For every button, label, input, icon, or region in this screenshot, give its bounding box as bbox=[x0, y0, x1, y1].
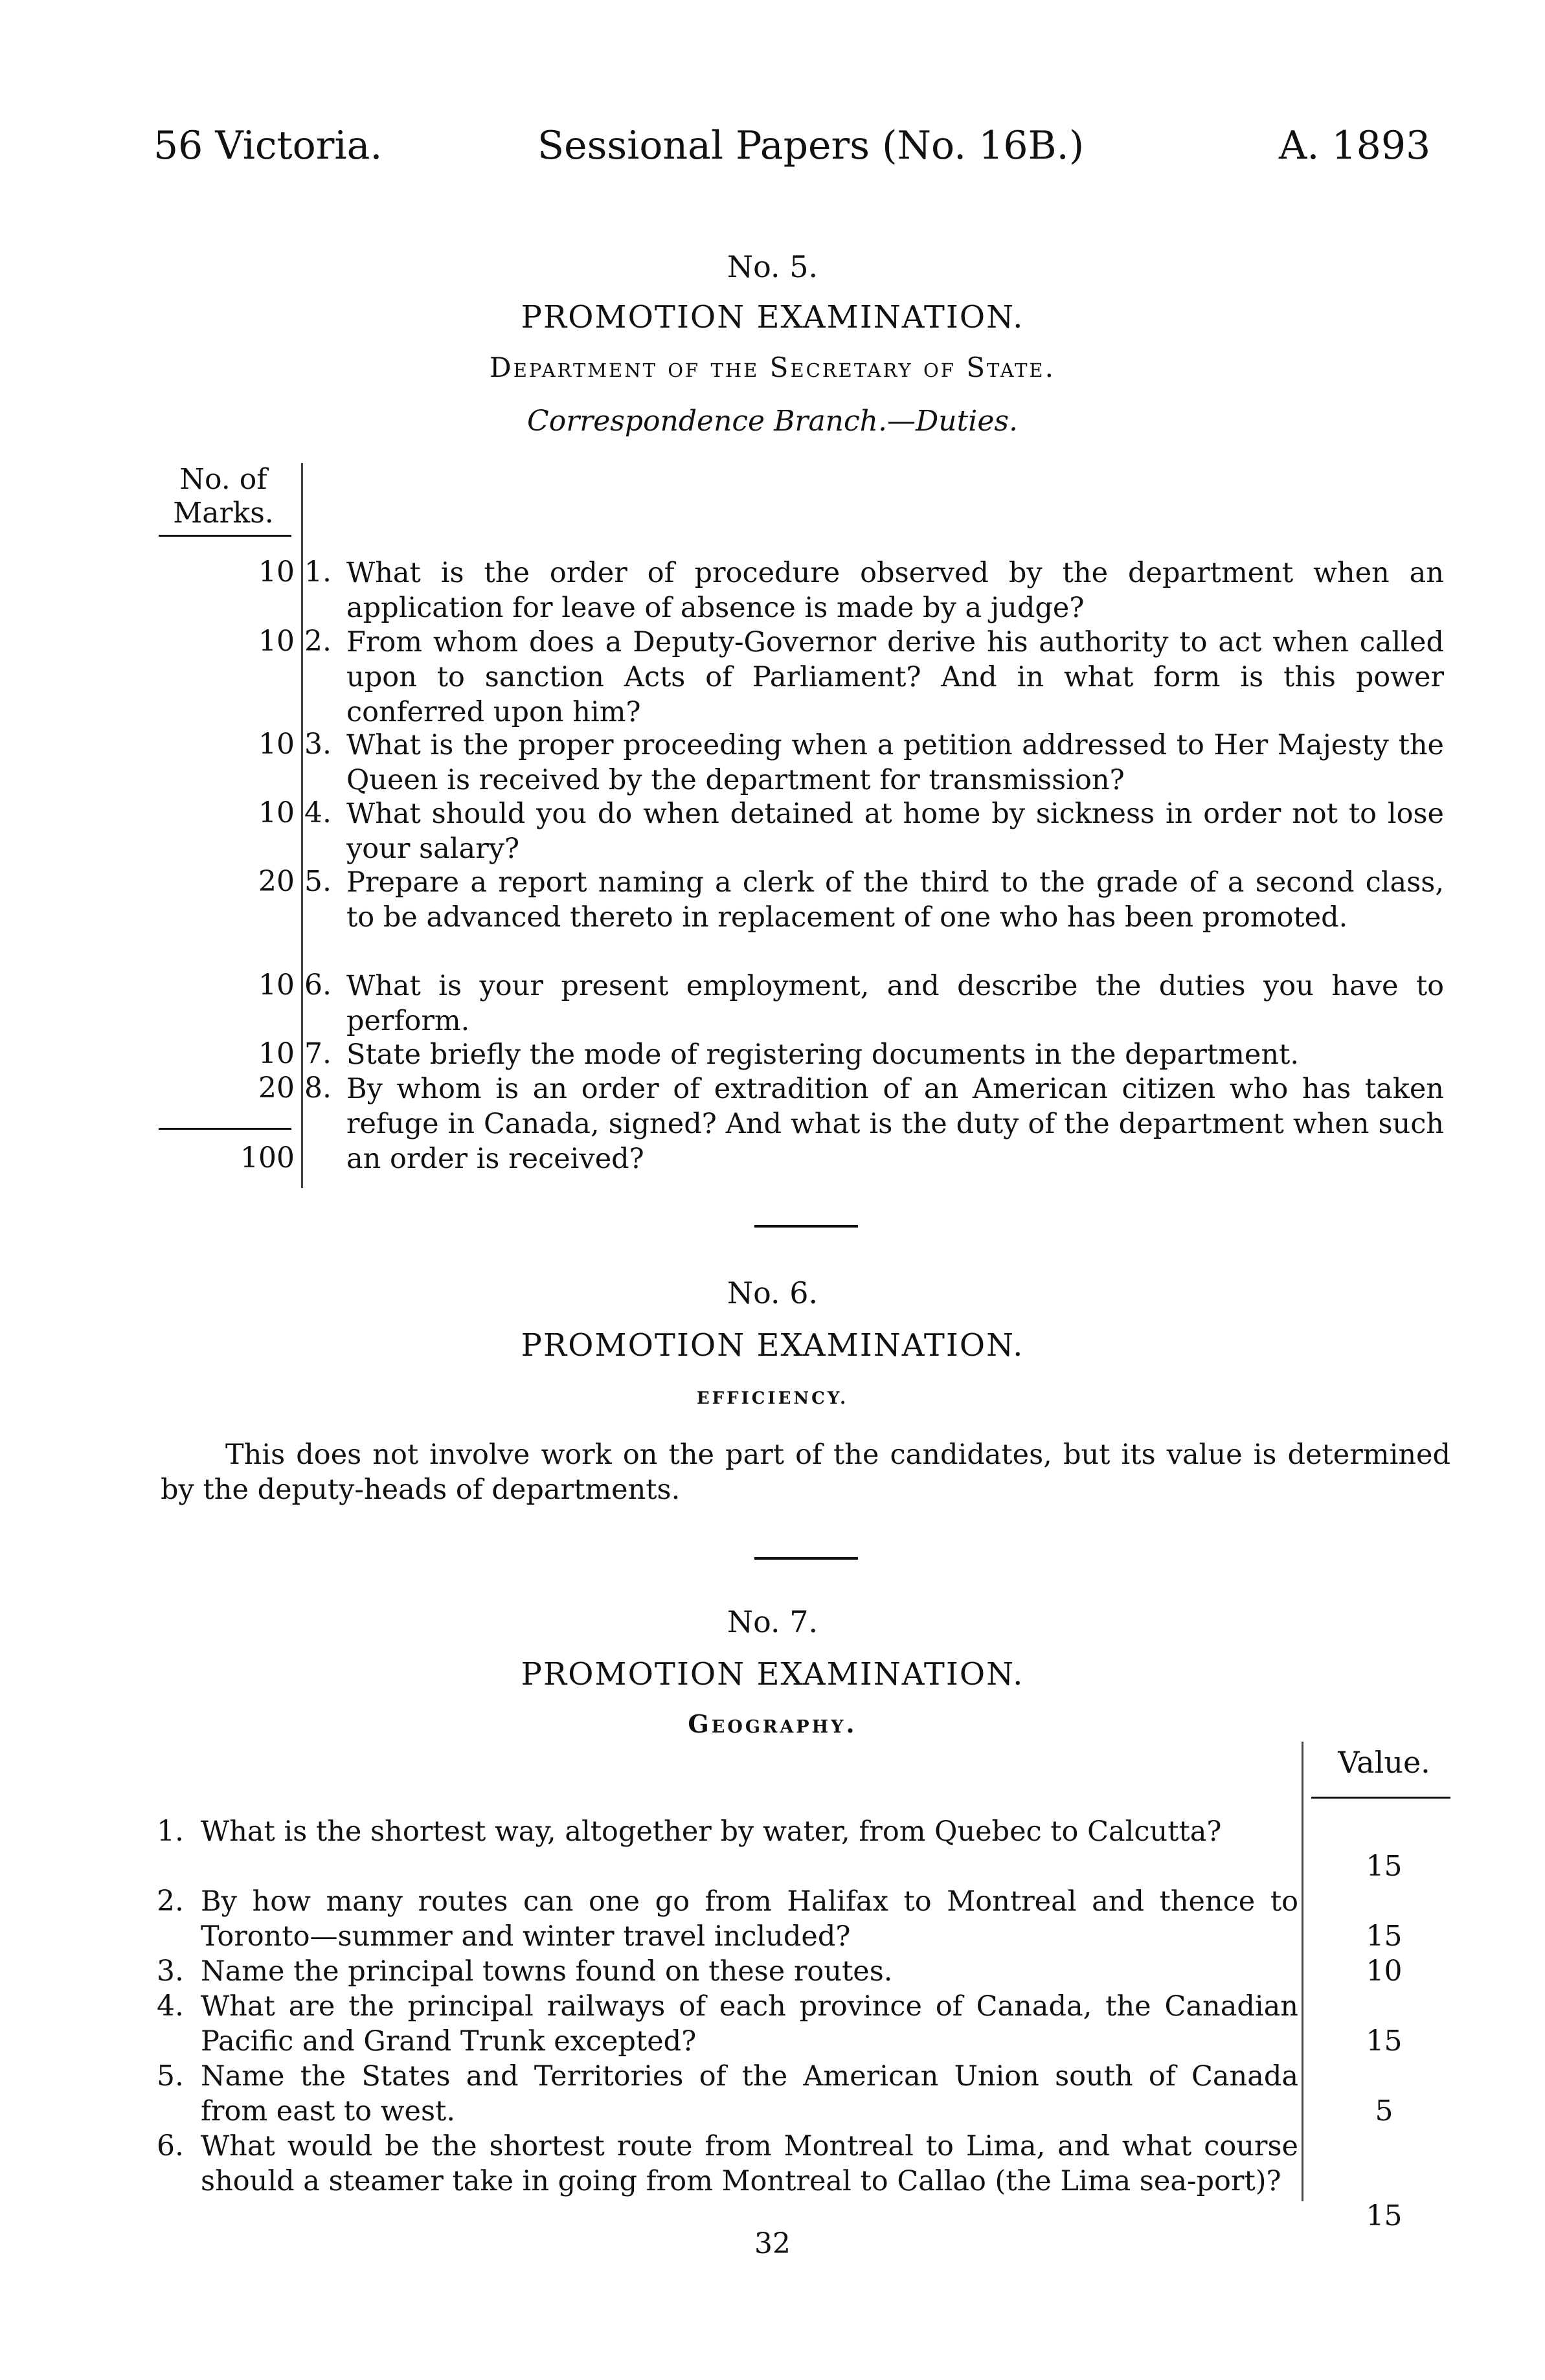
geo-question-value: 15 bbox=[1366, 2025, 1403, 2058]
geo-question-value: 15 bbox=[1366, 1920, 1403, 1953]
exam-6-body: This does not involve work on the part of the candidates, but its value is determined by the deputy-heads of departments. bbox=[161, 1439, 1450, 1506]
geo-question-text: Name the States and Territories of the American Union south of Canada from east to west. bbox=[201, 2060, 1298, 2127]
question-text: What is the order of procedure observed by the department when an application for leave of absence is made by a judge? bbox=[346, 557, 1444, 624]
question-text: Prepare a report naming a clerk of the third to the grade of a second class, to be advanced thereto in replacement of one who has been promoted. bbox=[346, 866, 1444, 934]
exam-7-title: PROMOTION EXAMINATION. bbox=[521, 1656, 1024, 1692]
question-number: 6. bbox=[304, 969, 332, 1002]
geo-question-text: By how many routes can one go from Halifax to Montreal and thence to Toronto—summer and winter travel included? bbox=[201, 1885, 1298, 1953]
question-text: State briefly the mode of registering documents in the department. bbox=[346, 1038, 1299, 1071]
marks-column-divider bbox=[301, 463, 303, 1188]
question-number: 8. bbox=[304, 1072, 332, 1105]
exam-5-title: PROMOTION EXAMINATION. bbox=[521, 299, 1024, 335]
geo-question-text: Name the principal towns found on these routes. bbox=[201, 1955, 893, 1988]
question-number: 7. bbox=[304, 1037, 332, 1070]
header-left: 56 Victoria. bbox=[153, 123, 383, 168]
exam-5-number: No. 5. bbox=[727, 249, 818, 284]
section-divider bbox=[754, 1225, 858, 1228]
exam-6-title: PROMOTION EXAMINATION. bbox=[521, 1327, 1024, 1364]
question-marks: 10 bbox=[258, 728, 295, 761]
question-marks: 10 bbox=[258, 1037, 295, 1070]
exam-6-subtitle: EFFICIENCY. bbox=[696, 1389, 849, 1408]
marks-column-header bbox=[159, 463, 288, 530]
geo-question-number: 1. bbox=[157, 1815, 184, 1848]
geo-question-text: What is the shortest way, altogether by water, from Quebec to Calcutta? bbox=[201, 1815, 1222, 1848]
section-divider bbox=[754, 1557, 858, 1560]
exam-5-department: Department of the Secretary of State. bbox=[490, 352, 1055, 383]
question-text: By whom is an order of extradition of an American citizen who has taken refuge in Canada, signed? And what is the duty of the department when such an order is received? bbox=[346, 1073, 1444, 1175]
header-center: Sessional Papers (No. 16B.) bbox=[537, 123, 1085, 168]
question-number: 1. bbox=[304, 556, 332, 589]
total-marks: 100 bbox=[240, 1141, 295, 1174]
marks-header-line1: No. of bbox=[179, 463, 267, 496]
exam-7-number: No. 7. bbox=[727, 1604, 818, 1639]
geo-question-value: 10 bbox=[1366, 1955, 1403, 1988]
question-text: What is the proper proceeding when a petition addressed to Her Majesty the Queen is received by the department for transmission? bbox=[346, 729, 1444, 796]
page-number: 32 bbox=[754, 2227, 791, 2260]
exam-5-subtitle: Correspondence Branch.—Duties. bbox=[527, 405, 1018, 438]
question-number: 4. bbox=[304, 796, 332, 829]
geo-question-number: 6. bbox=[157, 2129, 184, 2162]
marks-header-rule bbox=[159, 535, 291, 537]
total-rule bbox=[159, 1128, 291, 1130]
geo-question-text: What are the principal railways of each province of Canada, the Canadian Pacific and Grand Trunk excepted? bbox=[201, 1990, 1298, 2058]
exam-6-number: No. 6. bbox=[727, 1275, 818, 1310]
question-number: 5. bbox=[304, 865, 332, 898]
geo-question-value: 15 bbox=[1366, 1850, 1403, 1883]
question-marks: 10 bbox=[258, 556, 295, 589]
value-header-rule bbox=[1311, 1797, 1450, 1799]
geo-question-number: 4. bbox=[157, 1990, 184, 2023]
marks-header-line2: Marks. bbox=[173, 497, 274, 530]
geo-question-text: What would be the shortest route from Montreal to Lima, and what course should a steamer take in going from Montreal to Callao (the Lima sea-port)? bbox=[201, 2130, 1298, 2197]
question-text: What is your present employment, and describe the duties you have to perform. bbox=[346, 970, 1444, 1037]
question-marks: 10 bbox=[258, 796, 295, 829]
question-text: What should you do when detained at home by sickness in order not to lose your salary? bbox=[346, 798, 1444, 865]
question-marks: 10 bbox=[258, 969, 295, 1002]
question-text: From whom does a Deputy-Governor derive his authority to act when called upon to sanction Acts of Parliament? And in what form is this power conferred upon him? bbox=[346, 626, 1444, 728]
geo-question-number: 3. bbox=[157, 1955, 184, 1988]
geo-question-number: 5. bbox=[157, 2060, 184, 2093]
question-marks: 20 bbox=[258, 865, 295, 898]
question-number: 3. bbox=[304, 728, 332, 761]
value-column-divider bbox=[1302, 1742, 1303, 2201]
header-right: A. 1893 bbox=[1279, 123, 1431, 168]
geo-question-value: 5 bbox=[1375, 2094, 1393, 2127]
question-marks: 10 bbox=[258, 625, 295, 658]
exam-7-subtitle: Geography. bbox=[688, 1709, 857, 1738]
question-number: 2. bbox=[304, 625, 332, 658]
geo-question-number: 2. bbox=[157, 1885, 184, 1918]
geo-question-value: 15 bbox=[1366, 2199, 1403, 2232]
question-marks: 20 bbox=[258, 1072, 295, 1105]
value-column-header: Value. bbox=[1338, 1745, 1430, 1780]
